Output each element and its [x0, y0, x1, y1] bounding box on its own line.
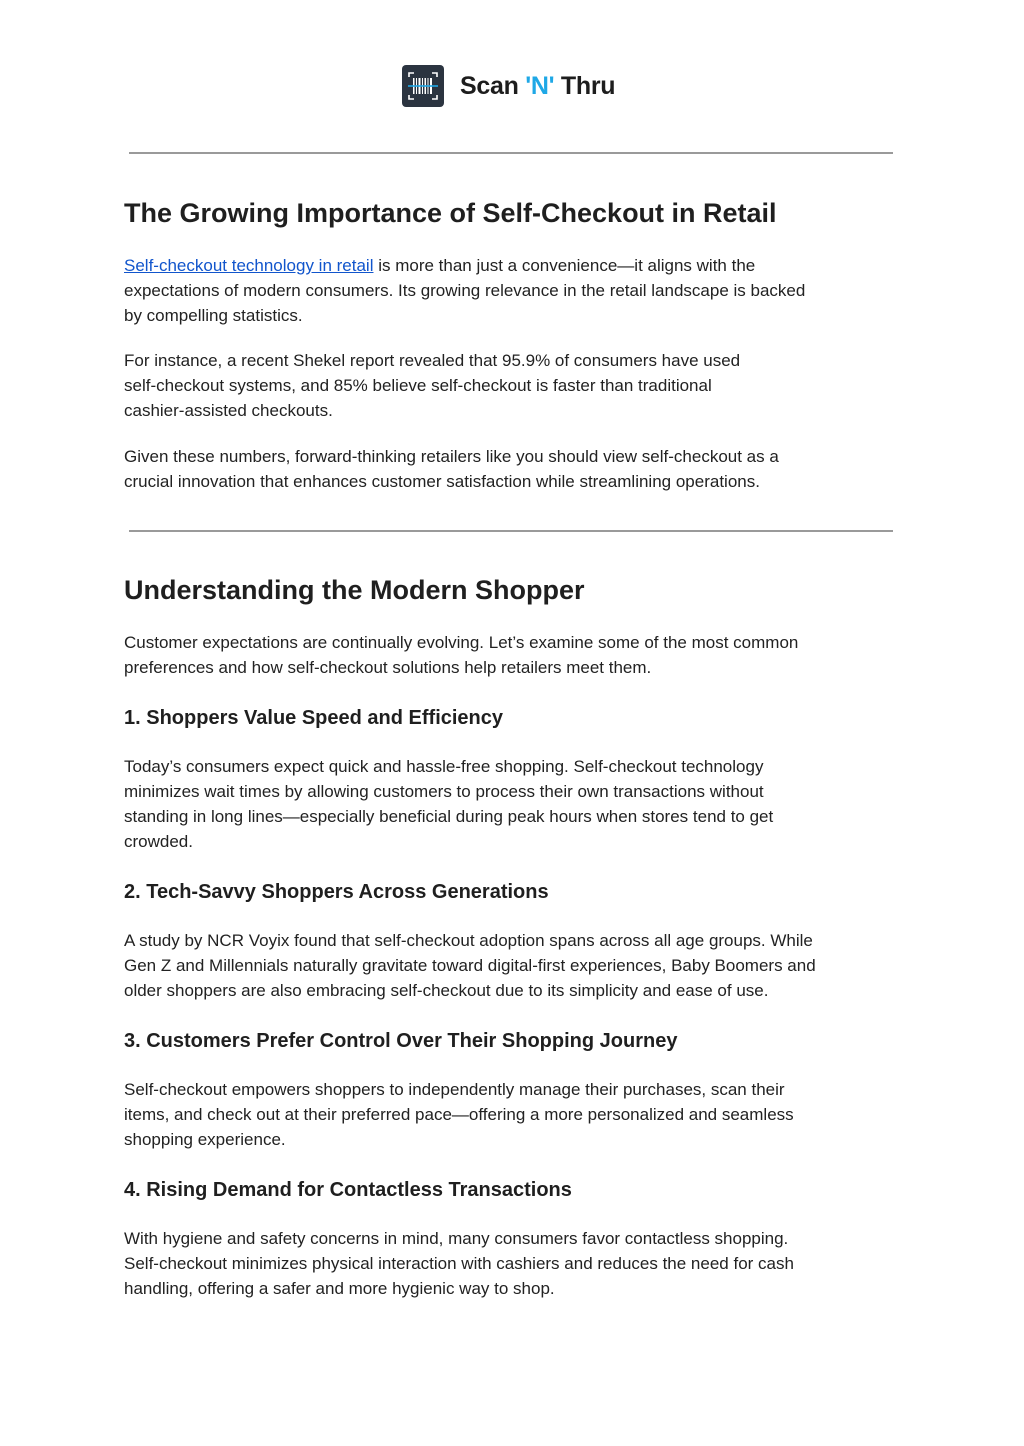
subheading: [124, 1177, 894, 1203]
paragraph: Today’s consumers expect quick and hassle-free shopping. Self-checkout technology minimizes wait times by allowing customers to process their own transactions without standing in long lines—especially beneficial during peak hours when stores tend to get crowded.: [124, 757, 774, 851]
section-title: [124, 197, 894, 229]
paragraph: Self-checkout technology in retail is more than just a convenience—it aligns with the expectations of modern consumers. Its growing relevance in the retail landscape is backed by compelling statistics.: [124, 256, 806, 325]
subheading: [124, 705, 894, 731]
subheading: [124, 1028, 894, 1054]
subheading-control: 3. Customers Prefer Control Over Their Shopping Journey: [124, 1030, 678, 1052]
heading-self-checkout-importance: The Growing Importance of Self-Checkout in Retail: [124, 198, 777, 228]
paragraph: With hygiene and safety concerns in mind, many consumers favor contactless shopping. Self-checkout minimizes physical interaction with cashiers and reduces the need for cash handling, offering a safer and more hygienic way to shop.: [124, 1229, 794, 1298]
heading-modern-shopper: Understanding the Modern Shopper: [124, 575, 585, 605]
brand-logo: [402, 64, 615, 108]
brand-name: Scan 'N' Thru: [460, 71, 616, 100]
paragraph: A study by NCR Voyix found that self-checkout adoption spans across all age groups. While Gen Z and Millennials naturally gravitate toward digital-first experiences, Baby Boomers and older shoppers are also embracing self-checkout due to its simplicity and ease of use.: [124, 931, 816, 1000]
subheading-contactless: 4. Rising Demand for Contactless Transactions: [124, 1179, 572, 1201]
paragraph: For instance, a recent Shekel report revealed that 95.9% of consumers have used self-checkout systems, and 85% believe self-checkout is faster than traditional cashier-assisted checkouts.: [124, 351, 741, 420]
paragraph: Self-checkout empowers shoppers to independently manage their purchases, scan their items, and check out at their preferred pace—offering a more personalized and seamless shopping experience.: [124, 1080, 794, 1149]
paragraph: Given these numbers, forward-thinking retailers like you should view self-checkout as a crucial innovation that enhances customer satisfaction while streamlining operations.: [124, 447, 779, 491]
self-checkout-technology-link[interactable]: Self-checkout technology in retail: [124, 256, 374, 275]
section-title: [124, 574, 894, 606]
subheading-tech-savvy: 2. Tech-Savvy Shoppers Across Generations: [124, 881, 549, 903]
subheading: [124, 879, 894, 905]
divider: [129, 530, 893, 532]
divider: [129, 152, 893, 154]
paragraph: Customer expectations are continually evolving. Let’s examine some of the most common preferences and how self-checkout solutions help retailers meet them.: [124, 633, 799, 677]
subheading-speed-efficiency: 1. Shoppers Value Speed and Efficiency: [124, 707, 504, 729]
barcode-scanner-icon: [402, 65, 444, 107]
